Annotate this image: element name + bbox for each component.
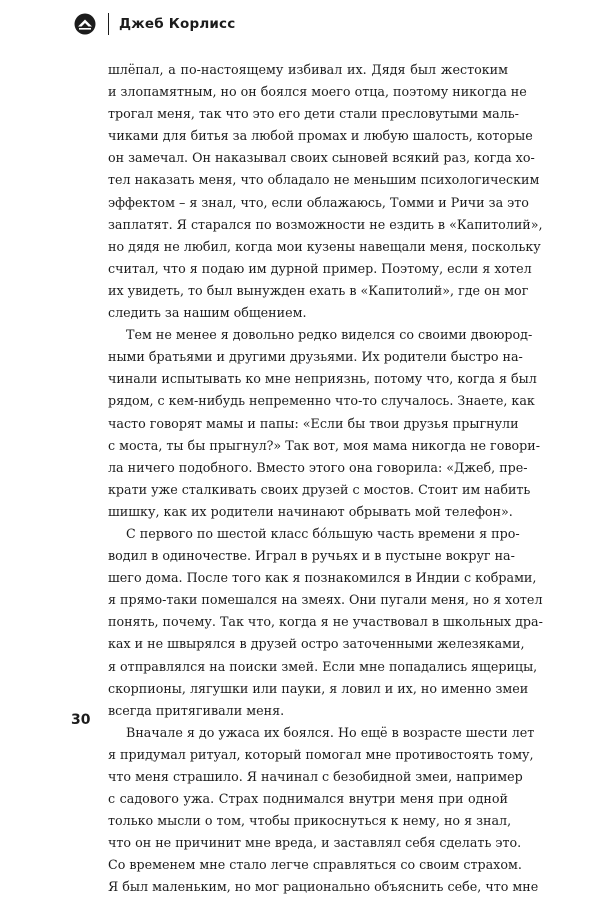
text-line: эффектом – я знал, что, если облажаюсь, Томми и Ричи за это	[108, 194, 529, 210]
text-line: Со временем мне стало легче справляться со своим страхом.	[108, 857, 522, 873]
paragraph	[108, 59, 543, 324]
text-line: Вначале я до ужаса их боялся. Но ещё в возрасте шести лет	[126, 724, 535, 740]
text-line: часто говорят мамы и папы: «Если бы твои друзья прыгнули	[108, 415, 519, 431]
text-line: шлёпал, а по-настоящему избивал их. Дядя был жестоким	[108, 62, 508, 77]
text-line: водил в одиночестве. Играл в ручьях и в пустыне вокруг на-	[108, 548, 515, 564]
text-line: ках и не швырялся в друзей остро заточенными железяками,	[108, 636, 525, 652]
running-header	[74, 10, 235, 38]
paragraph	[108, 722, 539, 899]
text-line: но дядя не любил, когда мои кузены навещали меня, поскольку	[108, 238, 541, 254]
text-line: только мысли о том, чтобы прикоснуться к нему, но я знал,	[108, 813, 512, 829]
publisher-logo-icon	[74, 13, 96, 35]
text-line: что он не причинит мне вреда, и заставлял себя сделать это.	[108, 835, 522, 851]
text-line: рядом, с кем-нибудь непременно что-то случалось. Знаете, как	[108, 393, 535, 409]
text-line: что меня страшило. Я начинал с безобидной змеи, например	[108, 769, 523, 784]
text-line: Я был маленьким, но мог рационально объяснить себе, что мне	[108, 879, 539, 895]
header-divider	[108, 13, 109, 35]
text-line: крати уже сталкивать своих друзей с мостов. Стоит им набить	[108, 481, 531, 497]
text-line: Тем не менее я довольно редко виделся со своими двоюрод-	[126, 327, 533, 343]
text-line: я отправлялся на поиски змей. Если мне попадались ящерицы,	[108, 658, 538, 674]
text-line: чинали испытывать ко мне неприязнь, потому что, когда я был	[108, 371, 537, 387]
text-line: и злопамятным, но он боялся моего отца, поэтому никогда не	[108, 84, 527, 100]
text-line: с садового ужа. Страх поднимался внутри меня при одной	[108, 791, 508, 807]
text-line: заплатят. Я старался по возможности не ездить в «Капитолий»,	[108, 216, 543, 232]
text-line: ными братьями и другими друзьями. Их родители быстро на-	[108, 349, 523, 365]
paragraph	[108, 523, 543, 722]
page-number: 30	[71, 712, 91, 728]
paragraph	[108, 324, 540, 523]
text-line: шишку, как их родители начинают обрывать мой телефон».	[108, 503, 513, 519]
text-line: я придумал ритуал, который помогал мне противостоять тому,	[108, 746, 534, 762]
author-name: Джеб Корлисс	[119, 16, 236, 32]
text-line: понять, почему. Так что, когда я не участвовал в школьных дра-	[108, 614, 543, 630]
body-text	[108, 59, 543, 899]
text-line: их увидеть, то был вынужден ехать в «Капитолий», где он мог	[108, 282, 529, 298]
text-line: тел наказать меня, что обладало не меньшим психологическим	[108, 172, 540, 188]
text-line: следить за нашим общением.	[108, 305, 307, 321]
text-line: трогал меня, так что это его дети стали пресловутыми маль-	[108, 106, 519, 122]
text-line: с моста, ты бы прыгнул?» Так вот, моя мама никогда не говори-	[108, 437, 540, 453]
text-line: он замечал. Он наказывал своих сыновей всякий раз, когда хо-	[108, 150, 535, 166]
text-line: ла ничего подобного. Вместо этого она говорила: «Джеб, пре-	[108, 459, 528, 475]
text-line: я прямо-таки помешался на змеях. Они пугали меня, но я хотел	[108, 592, 543, 608]
text-line: всегда притягивали меня.	[108, 702, 285, 718]
text-line: скорпионы, лягушки или пауки, я ловил и их, но именно змеи	[108, 680, 529, 696]
text-line: С первого по шестой класс бо́льшую часть времени я про-	[126, 525, 520, 541]
text-line: считал, что я подаю им дурной пример. Поэтому, если я хотел	[108, 260, 532, 276]
text-line: чиками для битья за любой промах и любую шалость, которые	[108, 128, 533, 144]
text-line: шего дома. После того как я познакомился в Индии с кобрами,	[108, 570, 537, 586]
